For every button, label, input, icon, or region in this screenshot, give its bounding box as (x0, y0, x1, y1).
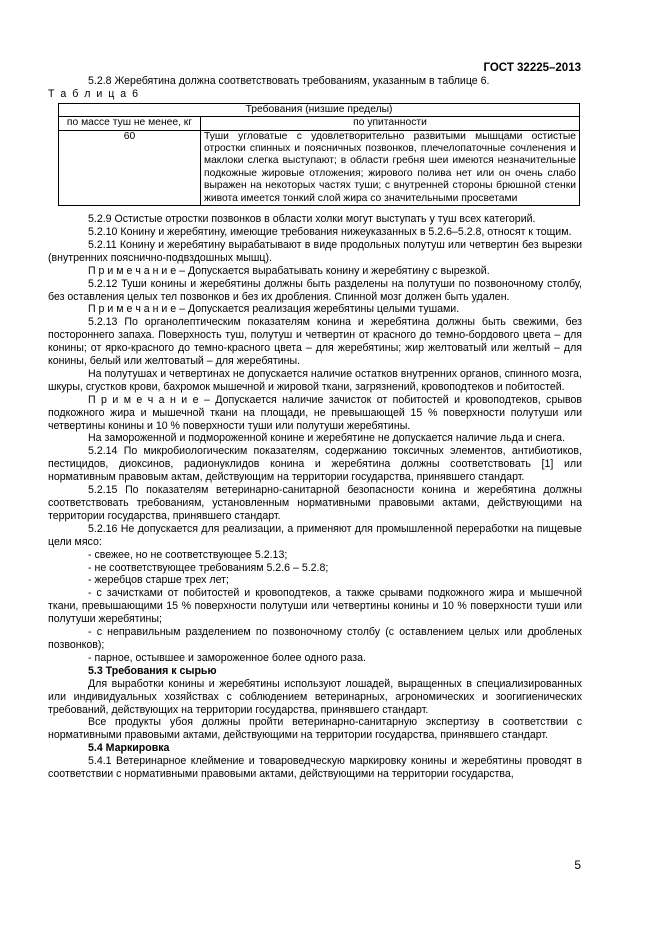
table-group-header: Требования (низшие пределы) (59, 103, 580, 116)
table-6 (58, 103, 580, 206)
note-1-text: – Допускается вырабатывать конину и жеребятину с вырезкой. (176, 264, 490, 277)
list-item: - парное, остывшее и замороженное более одного раза. (88, 651, 366, 664)
paragraph-5-3-veterinary: Все продукты убоя должны пройти ветеринарно-санитарную экспертизу в соответствии с нормативными правовыми актами, действующими на территории государства, принявшего стандарт. (48, 716, 582, 742)
paragraph-internal-organs: На полутушах и четвертинах не допускается наличие остатков внутренних органов, спинного мозга, шкуры, сгустков крови, бахромок мышечной и жировой ткани, загрязнений, кровоподтеков и побитостей. (48, 367, 582, 393)
paragraph-5-2-11: 5.2.11 Конину и жеребятину вырабатывают в виде продольных полутуш или четвертин без вырезки (внутренних пояснично-подвздошных мышц). (48, 238, 582, 264)
paragraph-5-2-14: 5.2.14 По микробиологическим показателям, содержанию токсичных элементов, антибиотиков, пестицидов, диоксинов, радионуклидов конина и жеребятина должны соответствовать [1] или нормативным правовым актам, действующим на территории государства, принявшего стандарт. (48, 445, 582, 484)
paragraph-5-2-10: 5.2.10 Конину и жеребятину, имеющие требования нижеуказанных в 5.2.6–5.2.8, относят к тощим. (88, 225, 572, 238)
page-number: 5 (574, 858, 581, 872)
table-col-mass-header: по массе туш не менее, кг (59, 117, 201, 130)
document-id: ГОСТ 32225–2013 (483, 62, 581, 74)
list-item: - свежее, но не соответствующее 5.2.13; (88, 548, 288, 561)
document-body (48, 75, 582, 781)
list-item: - не соответствующее требованиям 5.2.6 – 5.2.8; (88, 561, 329, 574)
note-3 (48, 394, 582, 433)
list-item: - жеребцов старше трех лет; (88, 574, 229, 587)
section-heading-5-4: 5.4 Маркировка (88, 742, 170, 755)
paragraph-5-2-13: 5.2.13 По органолептическим показателям конина и жеребятина должны быть свежими, без постороннего запаха. Поверхность туш, полутуш и четвертин от красного до темно-бордового цвета – для конины; от ярко-красного до темно-красного цвета – для жеребятины; жир желтоватый или желтый – для конины, белый или желтоватый – для жеребятины. (48, 316, 582, 368)
paragraph-5-3-raw-horses: Для выработки конины и жеребятины используют лошадей, выращенных в специализированных или индивидуальных хозяйствах с соблюдением ветеринарных, агрономических и зоогигиенических требований, действующих на территории государства, принявшего стандарт. (48, 677, 582, 716)
note-3-text: – Допускается наличие зачисток от побитостей и кровоподтеков, срывов подкожного жира и мышечной ткани на площади, не превышающей 15 % поверхности полутуши или четвертины конины и 10 % поверхности туши или полутуши жеребятины. (48, 393, 582, 432)
note-2-label: П р и м е ч а н и е (88, 303, 177, 316)
list-item: - с неправильным разделением по позвоночному столбу (с оставлением целых или дробленых позвонков); (48, 626, 582, 651)
paragraph-5-2-16: 5.2.16 Не допускается для реализации, а применяют для промышленной переработки на пищевые цели мясо: (48, 522, 582, 548)
section-heading-5-3: 5.3 Требования к сырью (88, 664, 217, 677)
table-cell-mass: 60 (59, 130, 201, 205)
paragraph-5-2-9: 5.2.9 Остистые отростки позвонков в области холки могут выступать у туш всех категорий. (88, 213, 536, 226)
paragraph-5-2-12: 5.2.12 Туши конины и жеребятины должны быть разделены на полутуши по позвоночному столбу, без оставления целых тел позвонков и без их дробления. Спинной мозг должен быть удален. (48, 277, 582, 303)
paragraph-5-4-1: 5.4.1 Ветеринарное клеймение и товароведческую маркировку конины и жеребятины проводят в соответствии с нормативными правовыми актами, действующими на территории государства, (48, 755, 582, 781)
note-2-text: – Допускается реализация жеребятины целыми тушами. (176, 303, 460, 316)
note-3-label: П р и м е ч а н и е (88, 393, 199, 406)
note-1-label: П р и м е ч а н и е (88, 264, 177, 277)
paragraph-5-2-8: 5.2.8 Жеребятина должна соответствовать требованиям, указанным в таблице 6. (88, 75, 490, 87)
list-item: - с зачистками от побитостей и кровоподтеков, а также срывами подкожного жира и мышечной ткани, превышающими 15 % поверхности полутуши или четвертины конины и 10 % поверхности туши или полутуши жеребятины; (48, 587, 582, 626)
table-col-fatness-header: по упитанности (201, 117, 580, 130)
table-cell-fatness: Туши угловатые с удовлетворительно развитыми мышцами остистые отростки спинных и поясничных позвонков, плечелопаточные сочленения и маклоки слегка выступают; в области гребня шеи имеются незначительные подкожные жировые отложения; жирового полива нет или он очень слабо выражен на некоторых частях туши; с внутренней стороны брюшной стенки живота имеется тонкий слой жира со значительными просветами (201, 130, 580, 205)
note-1 (48, 265, 582, 278)
table-caption: Т а б л и ц а 6 (48, 87, 140, 100)
paragraph-frozen: На замороженной и подмороженной конине и жеребятине не допускается наличие льда и снега. (88, 432, 566, 445)
paragraph-5-2-15: 5.2.15 По показателям ветеринарно-санитарной безопасности конина и жеребятина должны соответствовать требованиям, установленным нормативными правовыми актами, действующими на территории государства, принявшего стандарт. (48, 484, 582, 522)
note-2 (48, 303, 582, 316)
